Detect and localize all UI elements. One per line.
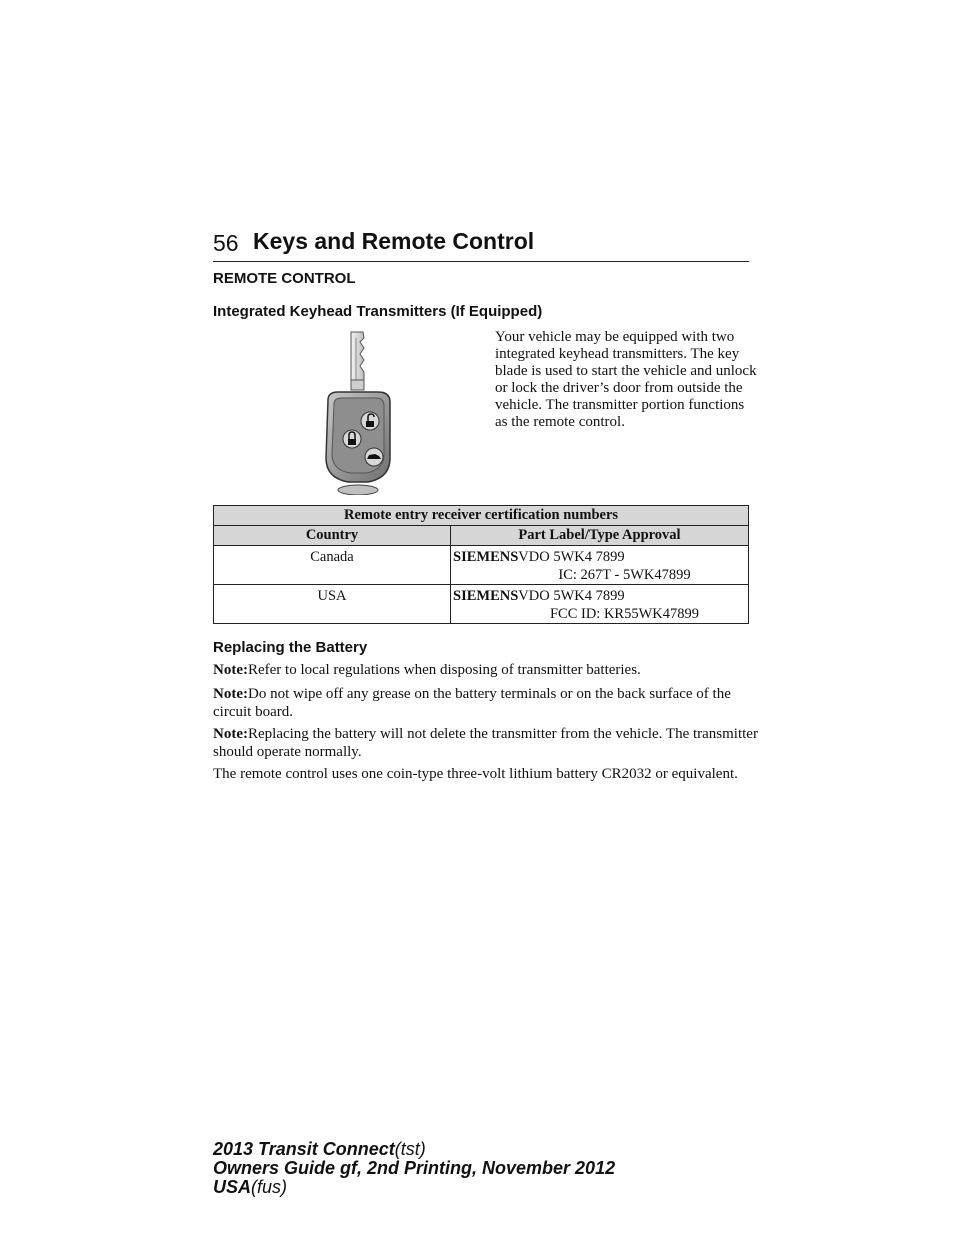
note-label: Note: [213, 686, 248, 702]
note-paragraph [213, 661, 758, 679]
footer-model: 2013 Transit Connect [213, 1139, 395, 1159]
table-cell-part [451, 585, 749, 624]
footer-market: USA [213, 1177, 252, 1197]
note-paragraph [213, 725, 758, 761]
section-title: Keys and Remote Control [253, 228, 535, 254]
page-number: 56 [213, 230, 239, 256]
part-number: VDO 5WK4 7899 [518, 588, 625, 604]
table-cell-country: Canada [214, 546, 451, 585]
footer-model-code: (tst) [394, 1139, 426, 1159]
note-label: Note: [213, 662, 248, 678]
header-rule [213, 261, 749, 262]
approval-id: FCC ID: KR55WK47899 [549, 606, 700, 622]
brand-name: SIEMENS [453, 549, 519, 565]
part-number: VDO 5WK4 7899 [518, 549, 625, 565]
footer-printing: Owners Guide gf, 2nd Printing, November 2012 [213, 1158, 616, 1178]
approval-id: IC: 267T - 5WK47899 [558, 567, 691, 583]
table-cell-country: USA [214, 585, 451, 624]
table-row [214, 585, 749, 624]
footer-market-code: (fus) [251, 1177, 288, 1197]
note-text: Replacing the battery will not delete the transmitter from the vehicle. The transmitter should operate normally. [213, 726, 758, 760]
brand-name: SIEMENS [453, 588, 519, 604]
note-text: Refer to local regulations when disposing of transmitter batteries. [247, 662, 641, 678]
heading-remote-control: REMOTE CONTROL [213, 270, 356, 287]
column-header-country: Country [214, 526, 451, 546]
page-footer [213, 1140, 615, 1197]
heading-integrated-transmitters: Integrated Keyhead Transmitters (If Equipped) [213, 303, 543, 320]
intro-paragraph: Your vehicle may be equipped with two integrated keyhead transmitters. The key blade is used to start the vehicle and unlock or lock the driver’s door from outside the vehicle. The transmitter portion functions as the remote control. [495, 329, 757, 430]
battery-paragraph: The remote control uses one coin-type three-volt lithium battery CR2032 or equivalent. [213, 766, 738, 782]
note-text: Do not wipe off any grease on the battery terminals or on the back surface of the circuit board. [213, 686, 731, 720]
table-row [214, 546, 749, 585]
certification-table [213, 505, 749, 624]
note-paragraph [213, 685, 758, 721]
note-label: Note: [213, 726, 248, 742]
keyhead-transmitter-illustration [318, 330, 398, 495]
page-header [213, 228, 749, 260]
table-title: Remote entry receiver certification numbers [214, 506, 749, 526]
heading-replacing-battery: Replacing the Battery [213, 639, 368, 656]
table-cell-part [451, 546, 749, 585]
column-header-part: Part Label/Type Approval [451, 526, 749, 546]
